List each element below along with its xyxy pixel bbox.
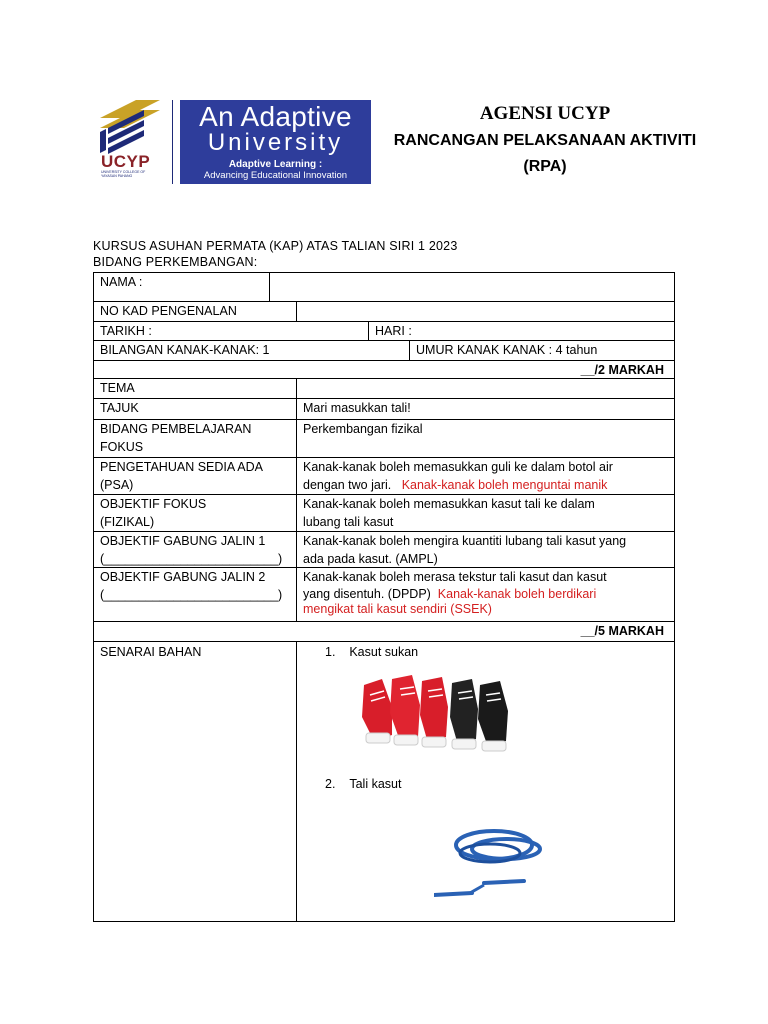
gabung2-label-line1: OBJEKTIF GABUNG JALIN 2: [100, 570, 266, 584]
logo-divider: [172, 100, 173, 184]
document-header: [380, 100, 710, 180]
psa-label-line1: PENGETAHUAN SEDIA ADA: [100, 460, 264, 474]
item1-text: Kasut sukan: [349, 645, 419, 659]
gabung2-blank[interactable]: (_________________________): [100, 588, 283, 602]
ic-field[interactable]: [296, 302, 674, 321]
row-bidang: [94, 420, 674, 458]
row-tema: [94, 379, 674, 399]
banner-line4: Advancing Educational Innovation: [203, 170, 348, 181]
gabung1-blank[interactable]: (_________________________): [100, 552, 283, 566]
gabung2-value-line1: Kanak-kanak boleh merasa tekstur tali kasut dan kasut: [303, 570, 607, 584]
row-tarikh: [94, 322, 674, 341]
row-gabung-jalin-2: [94, 568, 674, 622]
gabung1-label-line1: OBJEKTIF GABUNG JALIN 1: [100, 534, 266, 548]
psa-label: [94, 458, 296, 494]
objektif-label-line1: OBJEKTIF FOKUS: [100, 497, 207, 511]
course-title: KURSUS ASUHAN PERMATA (KAP) ATAS TALIAN SIRI 1 2023: [93, 239, 458, 253]
bidang-value: Perkembangan fizikal: [296, 420, 674, 457]
banner-line2: University: [207, 129, 344, 156]
psa-value-line1: Kanak-kanak boleh memasukkan guli ke dalam botol air: [303, 460, 613, 474]
tajuk-value: Mari masukkan tali!: [296, 399, 674, 419]
document-title: RANCANGAN PELAKSANAAN AKTIVITI: [393, 132, 697, 149]
psa-label-line2: (PSA): [100, 478, 134, 492]
gabung1-value-line2: ada pada kasut. (AMPL): [303, 552, 438, 566]
gabung2-value-text: yang disentuh. (DPDP): [303, 587, 431, 601]
gabung2-red-note: Kanak-kanak boleh berdikari: [437, 587, 597, 601]
row-psa: [94, 458, 674, 495]
row-objektif-fokus: [94, 495, 674, 532]
bidang-label: [94, 420, 296, 457]
psa-red-note: Kanak-kanak boleh menguntai manik: [401, 478, 608, 492]
row-nama: [94, 273, 674, 302]
field-label: BIDANG PERKEMBANGAN:: [93, 255, 258, 269]
objektif-value-line2: lubang tali kasut: [303, 515, 394, 529]
bahan-label: SENARAI BAHAN: [100, 645, 202, 659]
item2-num: 2.: [325, 777, 336, 791]
row-markah-1: [94, 361, 674, 379]
course-info: [93, 238, 457, 270]
nama-label: NAMA :: [100, 275, 143, 289]
tema-label: TEMA: [100, 381, 135, 395]
row-markah-2: [94, 622, 674, 642]
item1-num: 1.: [325, 645, 336, 659]
logo-brand: UCYP: [101, 152, 151, 171]
psa-value: [296, 458, 674, 494]
rpa-form-table: [93, 272, 675, 922]
objektif-label-line2: (FIZIKAL): [100, 515, 155, 529]
banner-line3: Adaptive Learning :: [228, 159, 323, 170]
markah-2: __/2 MARKAH: [580, 363, 664, 377]
objektif-value: [296, 495, 674, 531]
tajuk-label: TAJUK: [100, 401, 139, 415]
logo-subtext: UNIVERSITY COLLEGE OF YAYASAN PAHANG: [101, 170, 146, 178]
psa-value-text: dengan two jari.: [303, 478, 392, 492]
bahan-item-1: [325, 643, 418, 661]
gabung2-value-line2: [303, 586, 668, 602]
bidang-label-line1: BIDANG PEMBELAJARAN: [100, 422, 252, 436]
gabung2-red-note-line2: mengikat tali kasut sendiri (SSEK): [303, 602, 492, 616]
markah-5: __/5 MARKAH: [580, 624, 664, 638]
nama-field[interactable]: [269, 273, 674, 301]
item2-text: Tali kasut: [349, 777, 402, 791]
bidang-label-line2: FOKUS: [100, 440, 144, 454]
tema-field[interactable]: [296, 379, 674, 398]
gabung1-value-line1: Kanak-kanak boleh mengira kuantiti lubang tali kasut yang: [303, 534, 627, 548]
sneakers-image: [356, 667, 516, 759]
banner-line1: An Adaptive: [199, 101, 352, 132]
ic-label: NO KAD PENGENALAN: [100, 304, 237, 318]
bahan-item-2: [325, 775, 401, 793]
row-bilangan: [94, 341, 674, 361]
gabung2-label: [94, 568, 296, 621]
row-tajuk: [94, 399, 674, 420]
umur-label: UMUR KANAK KANAK : 4 tahun: [409, 341, 674, 360]
objektif-value-line1: Kanak-kanak boleh memasukkan kasut tali ke dalam: [303, 497, 595, 511]
university-banner: [180, 100, 371, 184]
row-gabung-jalin-1: [94, 532, 674, 568]
hari-label: HARI :: [368, 322, 674, 340]
agency-name: AGENSI UCYP: [479, 103, 611, 124]
tarikh-label: TARIKH :: [100, 324, 152, 338]
document-abbr: (RPA): [523, 158, 567, 175]
row-ic: [94, 302, 674, 322]
gabung1-label: [94, 532, 296, 567]
shoelace-image: [434, 823, 574, 913]
psa-value-line2: [303, 476, 668, 494]
objektif-label: [94, 495, 296, 531]
gabung2-value: [296, 568, 674, 621]
bilangan-label: BILANGAN KANAK-KANAK: 1: [100, 343, 270, 357]
gabung1-value: [296, 532, 674, 567]
